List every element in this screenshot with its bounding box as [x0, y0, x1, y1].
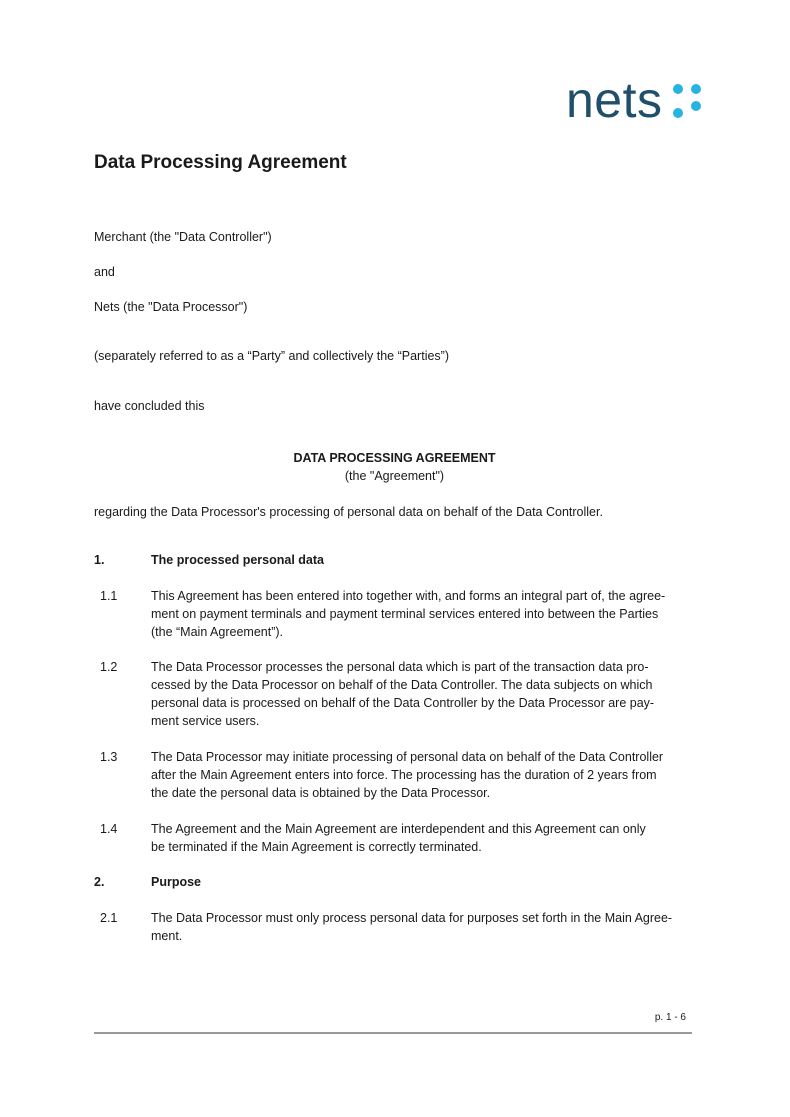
clause-text — [151, 658, 695, 730]
section-number: 1. — [94, 553, 105, 567]
clause-line: after the Main Agreement enters into force. The processing has the duration of 2 years from — [151, 768, 657, 782]
clause-number: 1.1 — [100, 589, 118, 603]
clause-line: The Agreement and the Main Agreement are interdependent and this Agreement can only — [151, 822, 646, 836]
clause-line: personal data is processed on behalf of the Data Controller by the Data Processor are pay- — [151, 696, 655, 710]
clause-line: This Agreement has been entered into together with, and forms an integral part of, the agree- — [151, 589, 666, 603]
section-number: 2. — [94, 875, 105, 889]
page-number: p. 1 - 6 — [654, 1012, 686, 1023]
agreement-heading: DATA PROCESSING AGREEMENT — [293, 451, 496, 465]
section-title: The processed personal data — [151, 553, 324, 567]
section-title: Purpose — [151, 875, 202, 889]
clause-number: 2.1 — [100, 911, 118, 925]
clause-line: ment service users. — [151, 714, 260, 728]
clause-line: The Data Processor processes the personal data which is part of the transaction data pro- — [151, 660, 649, 674]
agreement-subtitle: (the "Agreement") — [344, 469, 445, 483]
clause-number: 1.3 — [100, 750, 118, 764]
clause-text — [151, 587, 695, 641]
clause-line: cessed by the Data Processor on behalf of the Data Controller. The data subjects on which — [151, 678, 653, 692]
clause-line: ment on payment terminals and payment terminal services entered into between the Parties — [151, 607, 659, 621]
clause-number: 1.2 — [100, 660, 118, 674]
clause-line: The Data Processor may initiate processing of personal data on behalf of the Data Controller — [151, 750, 664, 764]
clause-number: 1.4 — [100, 822, 118, 836]
clause-line: the date the personal data is obtained by the Data Processor. — [151, 786, 491, 800]
and-line: and — [94, 265, 115, 279]
footer-divider — [94, 1032, 692, 1034]
clause-line: The Data Processor must only process personal data for purposes set forth in the Main Agree- — [151, 911, 673, 925]
clause-text — [151, 909, 695, 945]
document-title: Data Processing Agreement — [94, 152, 347, 173]
clause-line: ment. — [151, 929, 183, 943]
controller-line: Merchant (the "Data Controller") — [94, 230, 272, 244]
logo-wordmark: nets — [566, 72, 663, 128]
concluded-line: have concluded this — [94, 399, 205, 413]
clause-line: be terminated if the Main Agreement is correctly terminated. — [151, 840, 482, 854]
regarding-line: regarding the Data Processor's processing of personal data on behalf of the Data Controller. — [94, 505, 603, 519]
logo-dots-icon — [671, 82, 705, 118]
referred-line: (separately referred to as a “Party” and collectively the “Parties”) — [94, 349, 449, 363]
nets-logo — [566, 72, 705, 128]
processor-line: Nets (the "Data Processor") — [94, 300, 248, 314]
clause-line: (the “Main Agreement”). — [151, 625, 283, 639]
clause-text — [151, 748, 695, 802]
clause-text — [151, 820, 695, 856]
